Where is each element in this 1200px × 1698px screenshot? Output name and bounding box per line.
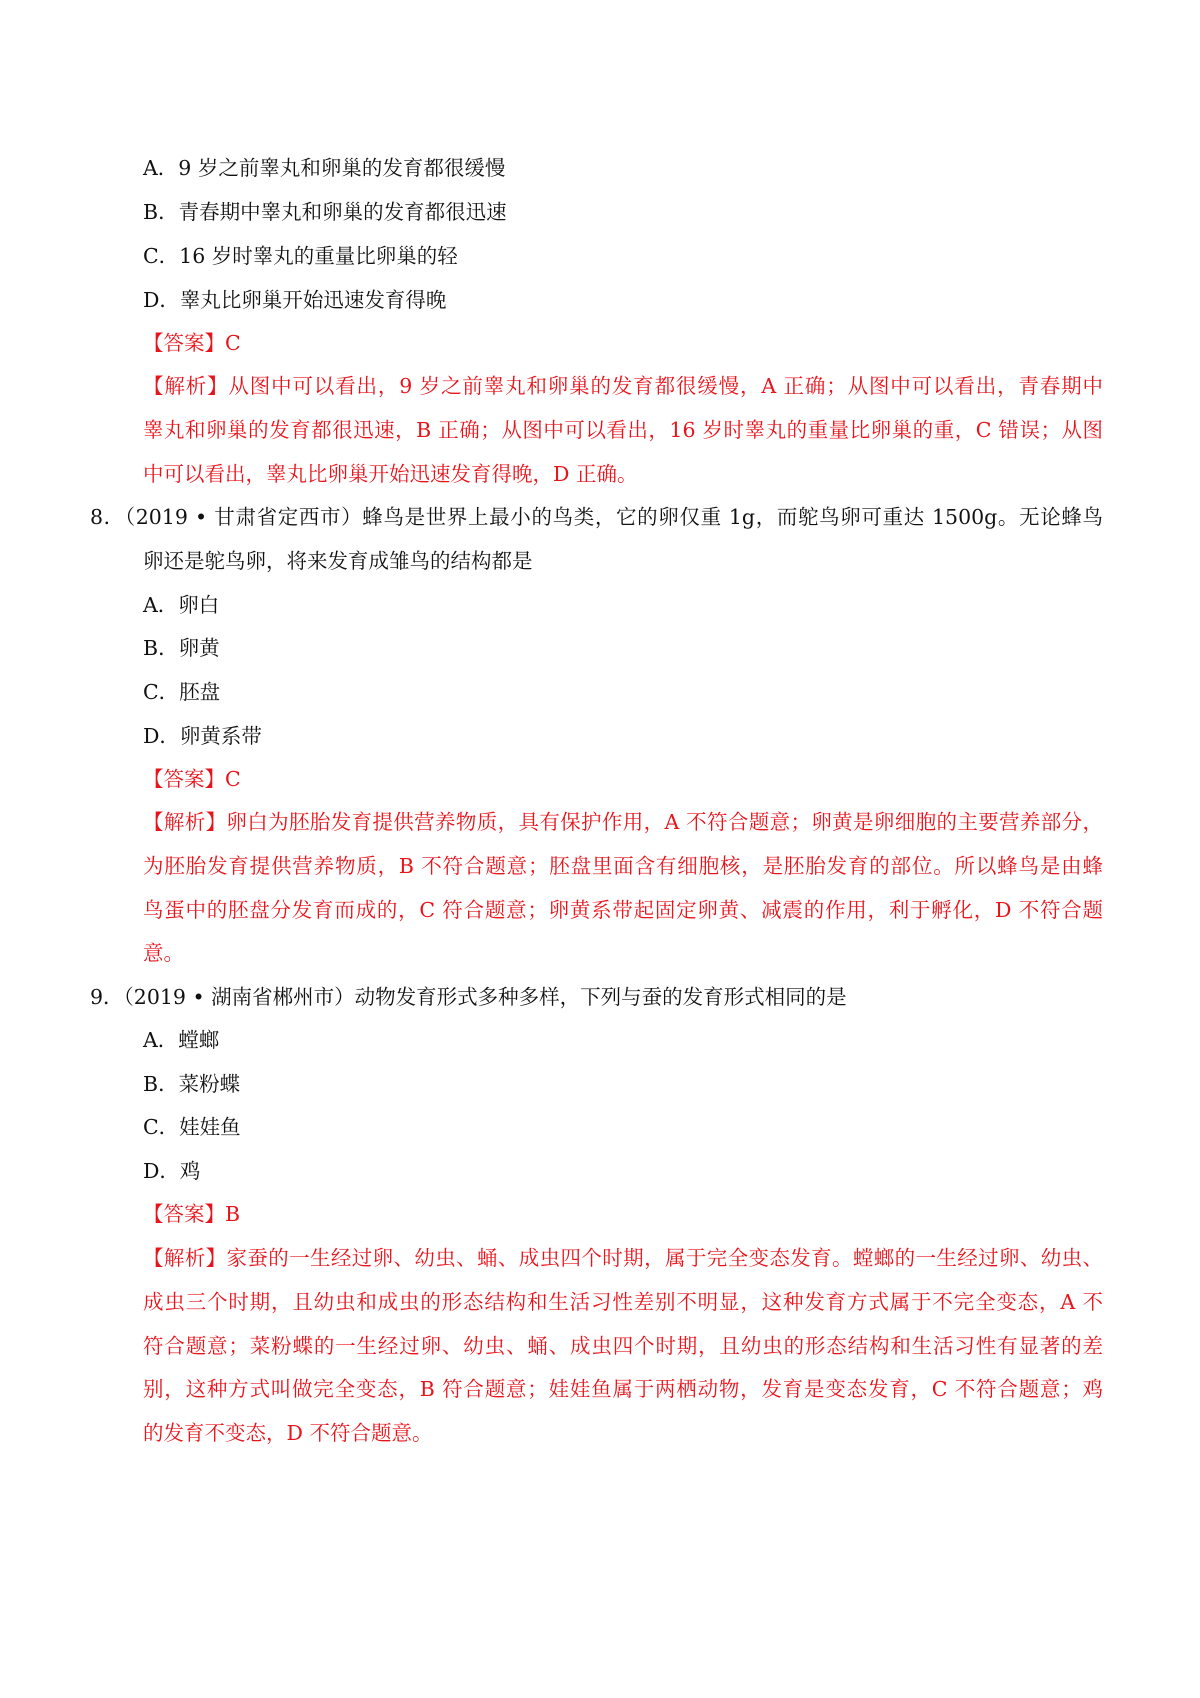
q8-option-c: C．胚盘 — [143, 680, 221, 704]
q8-option-a: A．卵白 — [143, 593, 220, 617]
q7-option-d: D．睾丸比卵巢开始迅速发育得晚 — [143, 288, 447, 312]
q7-analysis-line-3: 中可以看出，睾丸比卵巢开始迅速发育得晚，D 正确。 — [143, 462, 638, 486]
q8-stem-line-2: 卵还是鸵鸟卵，将来发育成雏鸟的结构都是 — [143, 549, 533, 573]
q8-analysis-line-4: 意。 — [143, 941, 184, 965]
q8-answer: 【答案】C — [143, 767, 241, 791]
q8-stem-line-1: 8．（2019 • 甘肃省定西市）蜂鸟是世界上最小的鸟类，它的卵仅重 1g，而鸵鸟卵可重达 1500g。无论蜂鸟 — [90, 505, 1103, 529]
q9-analysis-line-4: 别，这种方式叫做完全变态，B 符合题意；娃娃鱼属于两栖动物，发育是变态发育，C 不符合题意；鸡 — [143, 1377, 1103, 1401]
q8-option-b: B．卵黄 — [143, 636, 220, 660]
q9-analysis-line-5: 的发育不变态，D 不符合题意。 — [143, 1421, 433, 1445]
q9-analysis-line-1: 【解析】家蚕的一生经过卵、幼虫、蛹、成虫四个时期，属于完全变态发育。螳螂的一生经过卵、幼虫、 — [143, 1246, 1103, 1270]
q9-answer: 【答案】B — [143, 1202, 241, 1226]
q9-option-c: C．娃娃鱼 — [143, 1115, 241, 1139]
q9-option-b: B．菜粉蝶 — [143, 1072, 241, 1096]
q9-analysis-line-2: 成虫三个时期，且幼虫和成虫的形态结构和生活习性差别不明显，这种发育方式属于不完全变态，A 不 — [143, 1290, 1103, 1314]
q7-analysis-line-2: 睾丸和卵巢的发育都很迅速，B 正确；从图中可以看出，16 岁时睾丸的重量比卵巢的重，C 错误；从图 — [143, 418, 1103, 442]
q7-option-c: C．16 岁时睾丸的重量比卵巢的轻 — [143, 244, 458, 268]
q7-analysis-line-1: 【解析】从图中可以看出，9 岁之前睾丸和卵巢的发育都很缓慢，A 正确；从图中可以看出，青春期中 — [143, 374, 1103, 398]
q9-option-d: D．鸡 — [143, 1159, 201, 1183]
q7-answer: 【答案】C — [143, 331, 241, 355]
q8-analysis-line-3: 鸟蛋中的胚盘分发育而成的，C 符合题意；卵黄系带起固定卵黄、减震的作用，利于孵化，D 不符合题 — [143, 898, 1103, 922]
q9-stem: 9．（2019 • 湖南省郴州市）动物发育形式多种多样，下列与蚕的发育形式相同的是 — [90, 985, 847, 1009]
q9-option-a: A．螳螂 — [143, 1028, 220, 1052]
q9-analysis-line-3: 符合题意；菜粉蝶的一生经过卵、幼虫、蛹、成虫四个时期，且幼虫的形态结构和生活习性有显著的差 — [143, 1334, 1103, 1358]
q8-analysis-line-1: 【解析】卵白为胚胎发育提供营养物质，具有保护作用，A 不符合题意；卵黄是卵细胞的主要营养部分， — [143, 810, 1103, 834]
q8-analysis-line-2: 为胚胎发育提供营养物质，B 不符合题意；胚盘里面含有细胞核，是胚胎发育的部位。所以蜂鸟是由蜂 — [143, 854, 1103, 878]
q7-option-b: B．青春期中睾丸和卵巢的发育都很迅速 — [143, 200, 507, 224]
q7-option-a: A．9 岁之前睾丸和卵巢的发育都很缓慢 — [143, 156, 506, 180]
q8-option-d: D．卵黄系带 — [143, 724, 262, 748]
